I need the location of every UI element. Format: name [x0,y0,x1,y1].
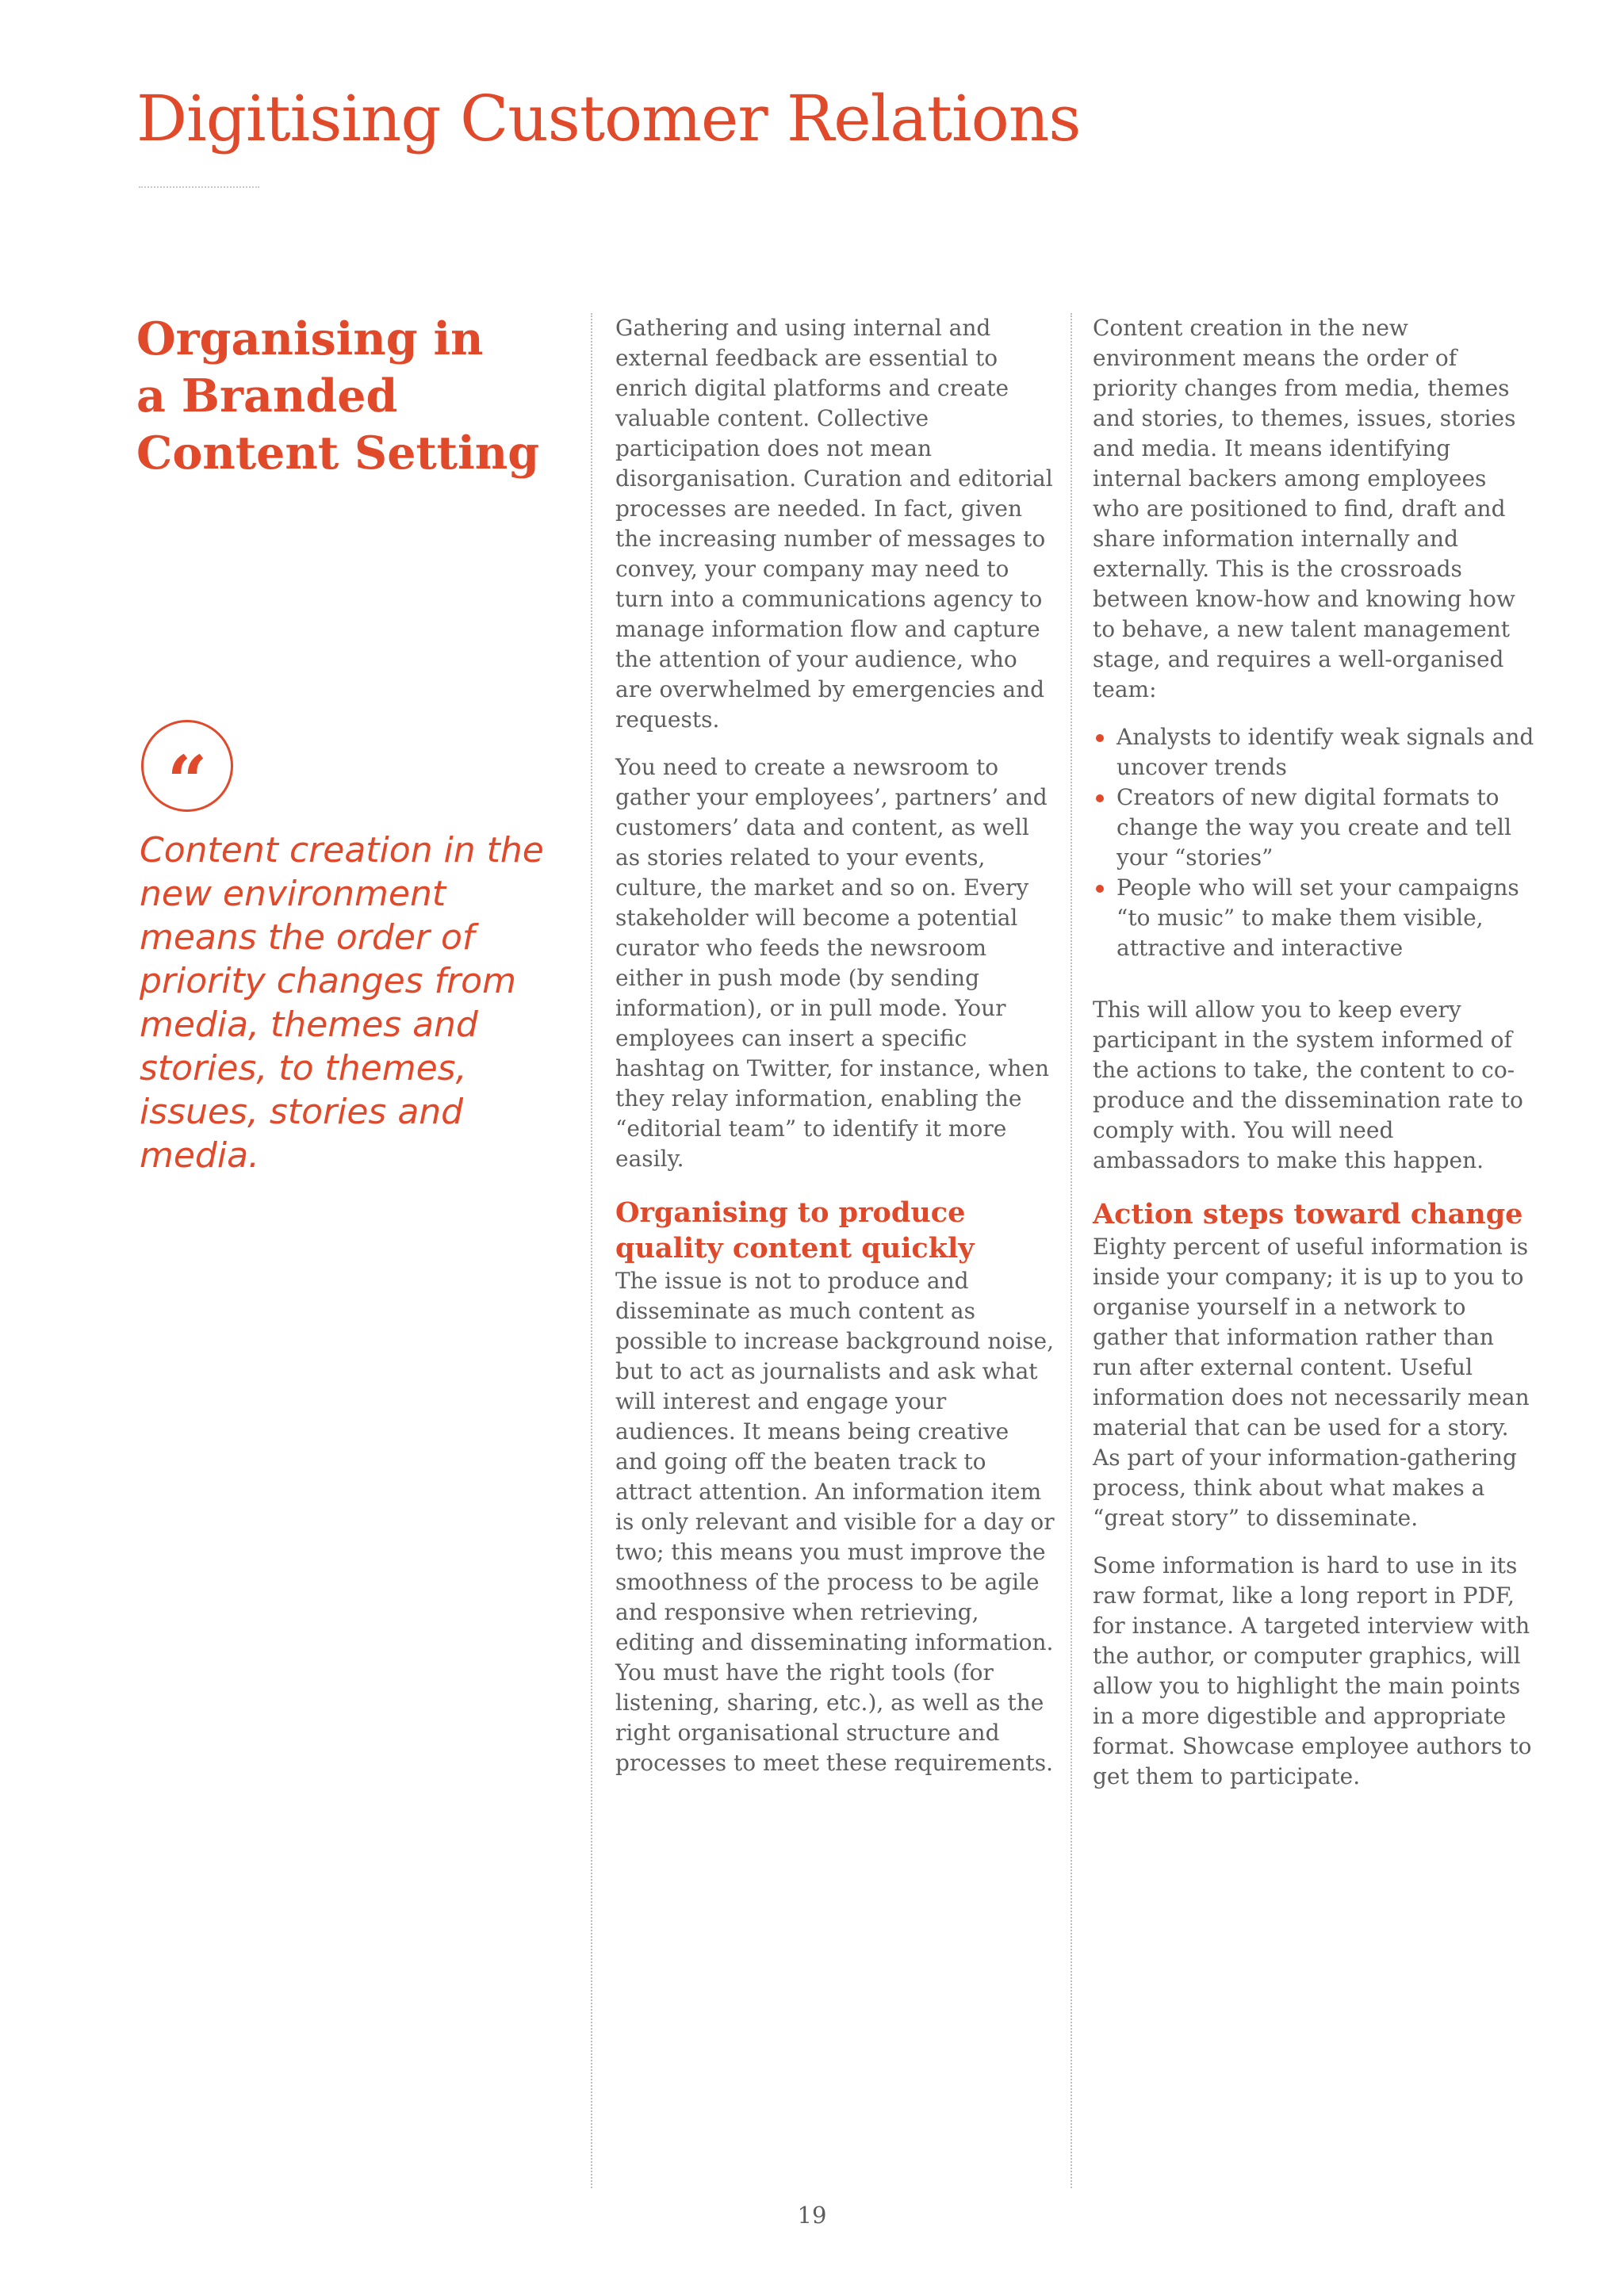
body-paragraph: Gathering and using internal and external feedback are essential to enrich digital platforms and create valuable content. Collective participation does not mean disorganisation. Curation and editorial processes are needed. In fact, given the increasing number of messages to convey, your company may need to turn into a communications agency to manage information flow and capture the attention of your audience, who are overwhelmed by emergencies and requests. [615,315,1053,733]
middle-column [615,313,1055,1796]
body-paragraph: Some information is hard to use in its raw format, like a long report in PDF, for instance. A targeted interview with the author, or computer graphics, will allow you to highlight the main points in a more digestible and appropriate format. Showcase employee authors to get them to participate. [1093,1552,1532,1789]
quote-icon [141,720,233,822]
page-title: Digitising Customer Relations [136,82,1081,155]
body-paragraph: This will allow you to keep every participant in the system informed of the actions to take, the content to co-produce and the dissemination rate to comply with. You will need ambassadors to make this happen. [1093,997,1523,1173]
list-item-text: Analysts to identify weak signals and uncover trends [1116,724,1534,780]
quote-mark: “ [167,740,208,822]
right-column [1093,313,1537,1809]
section-heading-line: Organising in [136,312,484,365]
bullet-dot-icon [1096,734,1104,742]
list-item-text: Creators of new digital formats to change the way you create and tell your “stories” [1116,784,1511,871]
body-paragraph: Eighty percent of useful information is inside your company; it is up to you to organise yourself in a network to gather that information rather than run after external content. Useful information does not necessarily mean material that can be used for a story. As part of your information-gathering process, think about what makes a “great story” to disseminate. [1093,1234,1530,1531]
subheading: Action steps toward change [1093,1198,1523,1230]
body-paragraph: You need to create a newsroom to gather your employees’, partners’ and customers’ data and content, as well as stories related to your events, culture, the market and so on. Every stakeholder will become a potential curator who feeds the newsroom either in push mode (by sending information), or in pull mode. Your employees can insert a specific hashtag on Twitter, for instance, when they relay information, enabling the “editorial team” to identify it more easily. [615,754,1049,1172]
column-divider-left [591,313,592,2188]
section-heading-line: Content Setting [136,427,540,480]
column-divider-right [1071,313,1072,2188]
section-heading-line: a Branded [136,369,398,423]
page-number: 19 [797,2202,827,2229]
pull-quote: Content creation in the new environment means the order of priority changes from media, themes and stories, to themes, issues, stories and media. [140,830,544,1176]
body-paragraph: The issue is not to produce and disseminate as much content as possible to increase background noise, but to act as journalists and ask what will interest and engage your audiences. It means being creative and going off the beaten track to attract attention. An information item is only relevant and visible for a day or two; this means you must improve the smoothness of the process to be agile and responsive when retrieving, editing and disseminating information. You must have the right tools (for listening, sharing, etc.), as well as the right organisational structure and processes to meet these requirements. [615,1268,1055,1776]
bullet-list [1093,722,1537,963]
list-item [1093,873,1537,963]
list-item-text: People who will set your campaigns “to music” to make them visible, attractive and interactive [1116,874,1519,961]
list-item [1093,783,1537,873]
subheading: Organising to produce quality content quickly [615,1196,975,1265]
title-divider [139,186,259,188]
list-item [1093,722,1537,783]
section-heading [136,311,549,482]
bullet-dot-icon [1096,794,1104,802]
body-paragraph: Content creation in the new environment means the order of priority changes from media, themes and stories, to themes, issues, stories and media. It means identifying internal backers among employees who are positioned to find, draft and share information internally and externally. This is the crossroads between know-how and knowing how to behave, a new talent management stage, and requires a well-organised team: [1093,315,1516,702]
bullet-dot-icon [1096,885,1104,893]
